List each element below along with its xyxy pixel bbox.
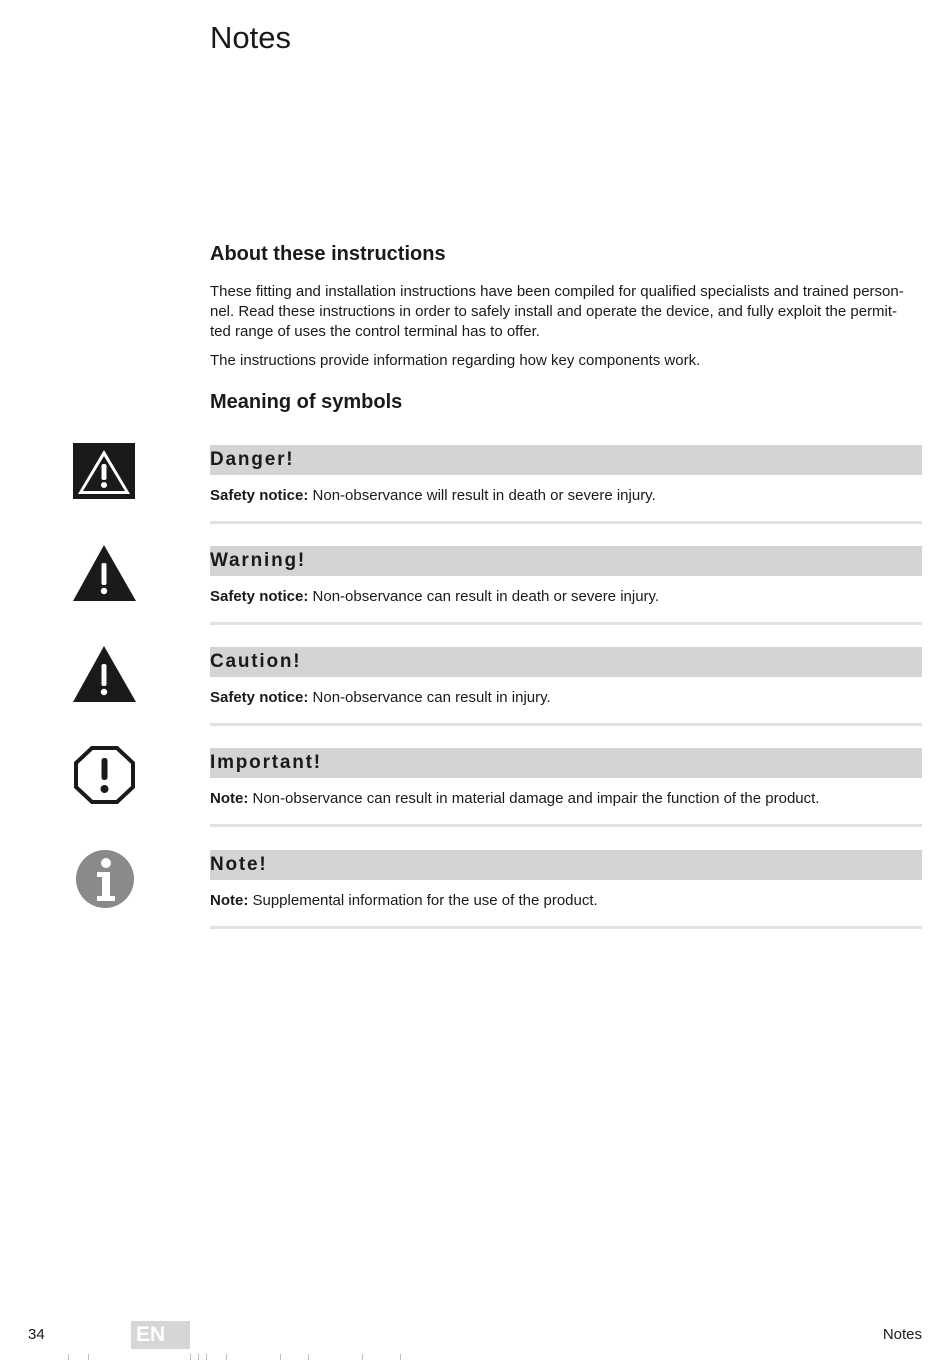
- notice-divider: [210, 824, 922, 827]
- notice-body: Non-observance will result in death or severe injury.: [308, 487, 656, 504]
- caution-triangle-icon: [72, 644, 138, 706]
- notice-title: Caution!: [210, 651, 302, 672]
- warning-triangle-icon: [72, 543, 138, 605]
- about-paragraph-1-line-3: ted range of uses the control terminal has to offer.: [210, 323, 540, 340]
- notice-title: Warning!: [210, 550, 307, 571]
- language-badge: EN: [131, 1321, 190, 1349]
- notice-body: Supplemental information for the use of the product.: [248, 892, 598, 909]
- notice-label: Note:: [210, 790, 249, 807]
- notice-body: Non-observance can result in injury.: [308, 689, 551, 706]
- about-heading: About these instructions: [210, 243, 446, 265]
- notice-label: Safety notice:: [210, 588, 309, 605]
- notice-danger: [210, 445, 922, 525]
- symbols-heading: Meaning of symbols: [210, 391, 403, 413]
- page-number: 34: [28, 1326, 45, 1343]
- notice-body: Non-observance can result in death or severe injury.: [308, 588, 660, 605]
- about-paragraph-2: The instructions provide information regarding how key components work.: [210, 352, 701, 369]
- octagon-exclamation-icon: [72, 745, 138, 807]
- page-title: Notes: [210, 20, 291, 55]
- info-circle-icon: [72, 848, 138, 910]
- danger-square-warning-icon: [72, 442, 138, 504]
- notice-title-bar: [210, 850, 922, 880]
- notice-text: [210, 487, 656, 504]
- notice-title: Important!: [210, 752, 322, 773]
- notice-label: Safety notice:: [210, 487, 309, 504]
- notice-text: [210, 689, 551, 706]
- notice-divider: [210, 926, 922, 929]
- notice-text: [210, 892, 598, 909]
- about-paragraph-1-line-1: These fitting and installation instructions have been compiled for qualified specialists and trained person-: [210, 283, 904, 300]
- about-paragraph-1: [210, 282, 922, 342]
- notice-title: Danger!: [210, 449, 295, 470]
- notice-title-bar: [210, 546, 922, 576]
- notice-divider: [210, 521, 922, 524]
- notice-divider: [210, 723, 922, 726]
- footer-section-title: Notes: [882, 1326, 922, 1343]
- notice-title-bar: [210, 445, 922, 475]
- notice-important: [210, 748, 922, 828]
- notice-body: Non-observance can result in material damage and impair the function of the product.: [248, 790, 820, 807]
- notice-divider: [210, 622, 922, 625]
- notice-caution: [210, 647, 922, 727]
- notice-text: [210, 588, 659, 605]
- notice-text: [210, 790, 819, 807]
- notice-note: [210, 850, 922, 930]
- footer-print-marks: [60, 1354, 410, 1360]
- about-paragraph-1-line-2: nel. Read these instructions in order to safely install and operate the device, and fully exploit the permit-: [210, 303, 898, 320]
- notice-label: Note:: [210, 892, 249, 909]
- notice-label: Safety notice:: [210, 689, 309, 706]
- notice-warning: [210, 546, 922, 626]
- notice-title-bar: [210, 647, 922, 677]
- notice-title: Note!: [210, 854, 268, 875]
